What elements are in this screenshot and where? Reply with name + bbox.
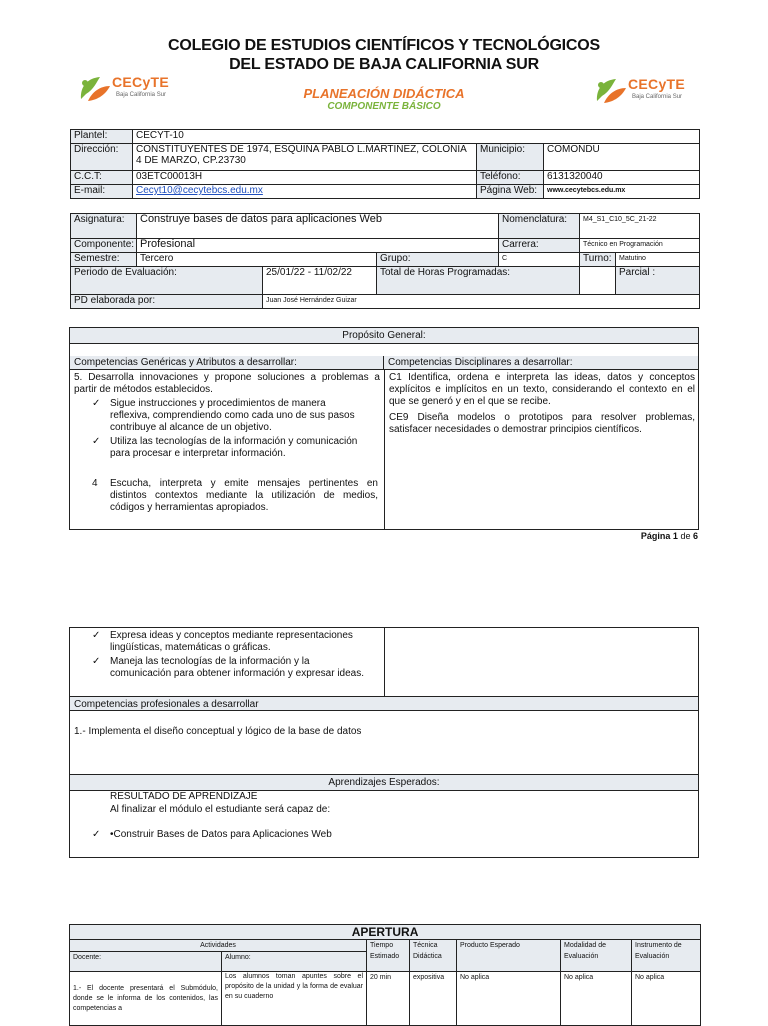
logo-subtext: Baja California Sur	[632, 94, 683, 100]
column-divider	[384, 628, 385, 696]
modalidad-header: Modalidad de Evaluación	[561, 940, 632, 972]
nomenclatura-label: Nomenclatura:	[499, 214, 580, 239]
page-label: Página	[640, 531, 671, 541]
profesional-1: 1.- Implementa el diseño conceptual y lógico de la base de datos	[74, 726, 362, 737]
cct-label: C.C.T:	[71, 171, 133, 185]
direccion-value: CONSTITUYENTES DE 1974, ESQUINA PABLO L.MARTINEZ, COLONIA 4 DE MARZO, CP.23730	[133, 144, 477, 171]
resultado-item-text: •Construir Bases de Datos para Aplicaciones Web	[110, 829, 332, 840]
logo-text: CECyTE	[112, 74, 170, 90]
page-number	[641, 531, 698, 541]
doc-subtitle: COMPONENTE BÁSICO	[327, 101, 441, 112]
producto-header: Producto Esperado	[457, 940, 561, 972]
checkmark-icon: ✓	[92, 630, 101, 641]
institution-title-line1: COLEGIO DE ESTUDIOS CIENTÍFICOS Y TECNOLÓGICOS	[167, 37, 601, 54]
aprendizajes-label: Aprendizajes Esperados:	[70, 774, 698, 791]
telefono-value: 6131320040	[544, 171, 700, 185]
disciplinar-c1: C1 Identifica, ordena e interpreta las ideas, datos y conceptos explícitos e implícitos en un texto, considerando el contexto en el que se generó y en el que se recibe.	[389, 372, 695, 407]
page-of: de	[680, 531, 691, 541]
actividades-header: Actividades	[70, 940, 367, 952]
row-tecnica: expositiva	[410, 972, 457, 1026]
componente-value: Profesional	[137, 239, 499, 253]
checkmark-icon: ✓	[92, 829, 101, 840]
periodo-value: 25/01/22 - 11/02/22	[263, 267, 377, 295]
table-row	[70, 972, 701, 1026]
email-label: E-mail:	[71, 185, 133, 199]
generica-5: 5. Desarrolla innovaciones y propone soluciones a problemas a partir de métodos establecidos.	[74, 372, 380, 395]
logo-subtext: Baja California Sur	[116, 92, 167, 98]
profesionales-label: Competencias profesionales a desarrollar	[70, 696, 698, 711]
list-item-text: Utiliza las tecnologías de la información y comunicación para procesar e interpretar información.	[110, 436, 358, 459]
proposito-label: Propósito General:	[70, 328, 698, 344]
school-info-table	[70, 129, 700, 199]
elaborada-label: PD elaborada por:	[71, 295, 263, 309]
checkmark-icon: ✓	[92, 656, 101, 667]
row-modalidad: No aplica	[561, 972, 632, 1026]
parcial-label: Parcial :	[616, 267, 700, 295]
row-instrumento: No aplica	[632, 972, 701, 1026]
row-producto: No aplica	[457, 972, 561, 1026]
generica-4	[92, 478, 378, 514]
semestre-value: Tercero	[137, 253, 377, 267]
row-alumno: Los alumnos toman apuntes sobre el propósito de la unidad y la forma de evaluar en su cuaderno	[222, 972, 367, 1026]
municipio-value: COMONDU	[544, 144, 700, 171]
proposito-value	[70, 343, 698, 357]
alumno-header: Alumno:	[222, 952, 367, 972]
elaborada-value: Juan José Hernández Guizar	[263, 295, 700, 309]
list-item	[92, 656, 372, 680]
page-total: 6	[692, 531, 698, 541]
competencias-continuation-box	[69, 627, 699, 858]
instrumento-header: Instrumento de Evaluación	[632, 940, 701, 972]
periodo-label: Periodo de Evaluación:	[71, 267, 263, 295]
horas-value	[580, 267, 616, 295]
carrera-label: Carrera:	[499, 239, 580, 253]
doc-title: PLANEACIÓN DIDÁCTICA	[303, 86, 465, 101]
semestre-label: Semestre:	[71, 253, 137, 267]
resultado-item	[92, 829, 332, 841]
apertura-title: APERTURA	[70, 925, 701, 940]
generica-4-text: Escucha, interpreta y emite mensajes pertinentes en distintos contextos mediante la utilización de medios, códigos y herramientas apropiados.	[110, 478, 378, 513]
competencias-box	[69, 327, 699, 530]
asignatura-label: Asignatura:	[71, 214, 137, 239]
list-item	[92, 398, 362, 434]
web-value: www.cecytebcs.edu.mx	[544, 185, 700, 199]
docente-header: Docente:	[70, 952, 222, 972]
resultado-intro: Al finalizar el módulo el estudiante será capaz de:	[110, 804, 331, 815]
componente-label: Componente:	[71, 239, 137, 253]
plantel-value: CECYT-10	[133, 130, 700, 144]
genericas-label: Competencias Genéricas y Atributos a desarrollar:	[70, 356, 384, 370]
checkmark-icon: ✓	[92, 398, 101, 409]
column-divider	[384, 370, 385, 529]
generica-5-list	[92, 398, 362, 460]
list-item-text: Sigue instrucciones y procedimientos de manera reflexiva, comprendiendo como cada uno de sus pasos contribuye al alcance de un objetivo.	[110, 398, 355, 433]
turno-value: Matutino	[616, 253, 700, 267]
apertura-table	[69, 924, 701, 1026]
grupo-label: Grupo:	[377, 253, 499, 267]
asignatura-value: Construye bases de datos para aplicaciones Web	[137, 214, 499, 239]
checkmark-icon: ✓	[92, 436, 101, 447]
horas-label: Total de Horas Programadas:	[377, 267, 580, 295]
tiempo-header: Tiempo Estimado	[367, 940, 410, 972]
web-label: Página Web:	[477, 185, 544, 199]
nomenclatura-value: M4_S1_C10_5C_21-22	[580, 214, 700, 239]
disciplinar-ce9: CE9 Diseña modelos o prototipos para resolver problemas, satisfacer necesidades o demostrar principios científicos.	[389, 412, 695, 435]
institution-title-line2: DEL ESTADO DE BAJA CALIFORNIA SUR	[229, 56, 539, 73]
list-item	[92, 630, 372, 654]
list-item	[92, 436, 362, 460]
email-link[interactable]: Cecyt10@cecytebcs.edu.mx	[136, 185, 263, 196]
subject-table	[70, 213, 700, 309]
grupo-value: C	[499, 253, 580, 267]
municipio-label: Municipio:	[477, 144, 544, 171]
resultado-title: RESULTADO DE APRENDIZAJE	[110, 791, 258, 802]
list-item-text: Maneja las tecnologías de la información y la comunicación para obtener información y expresar ideas.	[110, 656, 365, 679]
row-docente: 1.- El docente presentará el Submódulo, donde se le informa de los contenidos, las competencias a	[70, 972, 222, 1026]
row-tiempo: 20 min	[367, 972, 410, 1026]
disciplinares-label: Competencias Disciplinares a desarrollar:	[384, 356, 698, 370]
page-current: 1	[672, 531, 678, 541]
carrera-value: Técnico en Programación	[580, 239, 700, 253]
turno-label: Turno:	[580, 253, 616, 267]
plantel-label: Plantel:	[71, 130, 133, 144]
tecnica-header: Técnica Didáctica	[410, 940, 457, 972]
list-item-text: Expresa ideas y conceptos mediante representaciones lingüísticas, matemáticas o gráficas.	[110, 630, 353, 653]
generica-4-list	[92, 630, 372, 680]
cct-value: 03ETC00013H	[133, 171, 477, 185]
direccion-label: Dirección:	[71, 144, 133, 171]
logo-text: CECyTE	[628, 76, 686, 92]
generica-4-number: 4	[92, 478, 98, 489]
telefono-label: Teléfono:	[477, 171, 544, 185]
